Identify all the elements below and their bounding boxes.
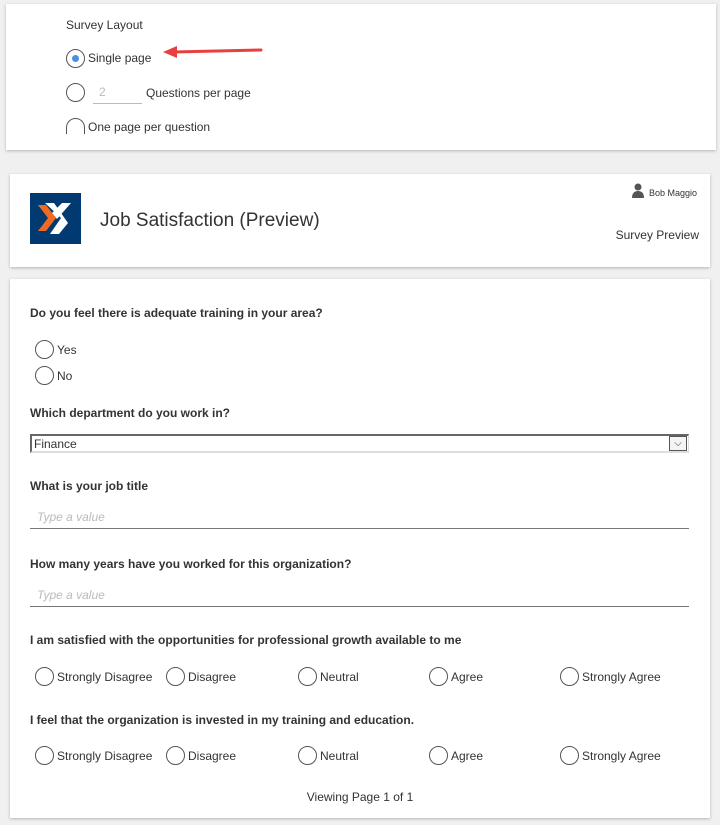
yes-label: Yes xyxy=(57,343,77,357)
q6-option-label: Strongly Agree xyxy=(582,749,661,763)
q5-option-label: Agree xyxy=(451,670,484,684)
q6-option-label: Disagree xyxy=(188,749,237,763)
question-5: I am satisfied with the opportunities for professional growth available to me xyxy=(30,633,462,647)
q5-option-label: Strongly Disagree xyxy=(57,670,153,684)
question-1: Do you feel there is adequate training in your area? xyxy=(30,306,323,320)
q6-strongly-disagree-radio[interactable] xyxy=(35,746,54,765)
q5-option-label: Strongly Agree xyxy=(582,670,661,684)
single-page-radio[interactable] xyxy=(66,49,85,68)
department-select[interactable] xyxy=(30,434,689,453)
q5-strongly-disagree-radio[interactable] xyxy=(35,667,54,686)
scale-q6 xyxy=(10,746,710,768)
survey-title: Job Satisfaction (Preview) xyxy=(100,210,320,231)
one-page-per-question-radio[interactable] xyxy=(66,118,85,134)
no-label: No xyxy=(57,369,73,383)
q6-option-label: Agree xyxy=(451,749,484,763)
questions-per-page-input[interactable]: 2 xyxy=(93,85,142,104)
questions-per-page-radio[interactable] xyxy=(66,83,85,102)
q5-option-label: Disagree xyxy=(188,670,237,684)
survey-body xyxy=(10,279,710,818)
question-2: Which department do you work in? xyxy=(30,406,231,420)
layout-title: Survey Layout xyxy=(66,18,143,32)
yes-radio[interactable] xyxy=(35,340,54,359)
q5-option-label: Neutral xyxy=(320,670,359,684)
years-input[interactable]: Type a value xyxy=(30,583,689,607)
user-name[interactable]: Bob Maggio xyxy=(649,188,698,198)
q5-neutral-radio[interactable] xyxy=(298,667,317,686)
logo-icon xyxy=(30,193,81,244)
page-indicator: Viewing Page 1 of 1 xyxy=(306,790,414,804)
q6-option-label: Neutral xyxy=(320,749,359,763)
user-icon xyxy=(632,183,644,198)
arrow-annotation-icon xyxy=(161,44,266,60)
q5-disagree-radio[interactable] xyxy=(166,667,185,686)
q6-disagree-radio[interactable] xyxy=(166,746,185,765)
q6-option-label: Strongly Disagree xyxy=(57,749,153,763)
chevron-down-icon[interactable]: ⌵ xyxy=(669,436,687,451)
one-page-per-question-label: One page per question xyxy=(88,120,211,134)
question-3: What is your job title xyxy=(30,479,149,493)
survey-preview-label: Survey Preview xyxy=(615,228,699,242)
survey-header xyxy=(10,174,710,267)
survey-layout-panel xyxy=(6,4,716,150)
q6-strongly-agree-radio[interactable] xyxy=(560,746,579,765)
no-radio[interactable] xyxy=(35,366,54,385)
single-page-label: Single page xyxy=(88,51,152,65)
q5-agree-radio[interactable] xyxy=(429,667,448,686)
questions-per-page-label: Questions per page xyxy=(146,86,251,100)
scale-q5 xyxy=(10,667,710,689)
q6-agree-radio[interactable] xyxy=(429,746,448,765)
job-title-input[interactable]: Type a value xyxy=(30,505,689,529)
question-4: How many years have you worked for this organization? xyxy=(30,557,352,571)
q5-strongly-agree-radio[interactable] xyxy=(560,667,579,686)
department-value: Finance xyxy=(34,437,77,451)
question-6: I feel that the organization is invested in my training and education. xyxy=(30,713,415,727)
q6-neutral-radio[interactable] xyxy=(298,746,317,765)
